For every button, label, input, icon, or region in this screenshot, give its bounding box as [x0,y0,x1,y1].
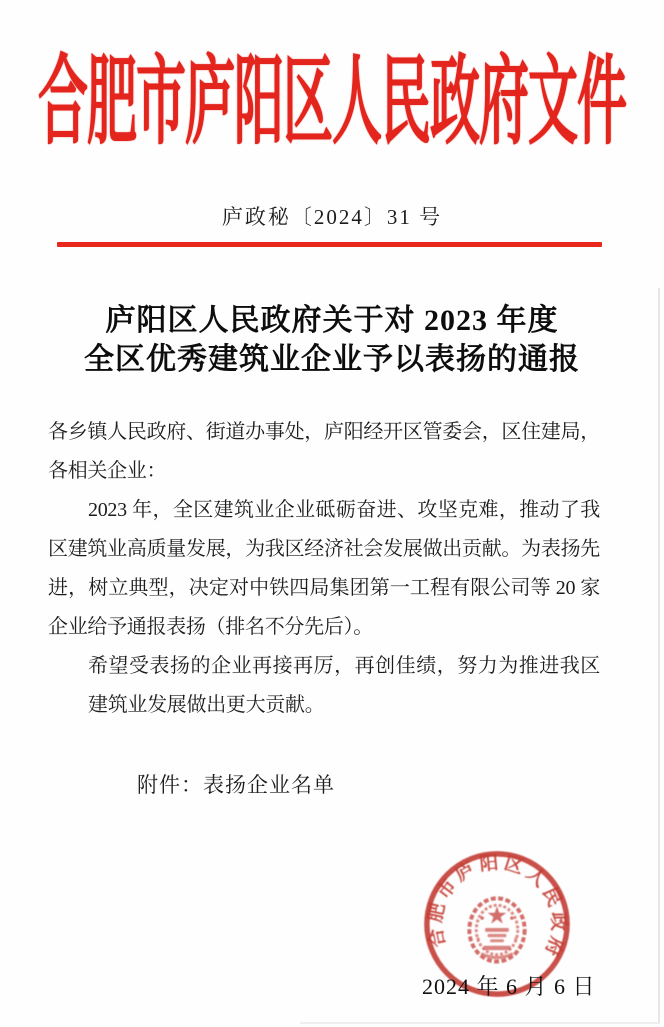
scan-edge-bottom [300,1022,660,1024]
doc-title [0,301,664,379]
letterhead [0,24,664,157]
doc-title-line1: 庐阳区人民政府关于对 2023 年度 [105,304,559,337]
doc-title-line2: 全区优秀建筑业企业予以表扬的通报 [84,343,580,376]
issue-date: 2024 年 6 月 6 日 [422,974,596,999]
red-rule-divider [57,242,602,247]
attachment-note: 附件：表扬企业名单 [137,773,335,797]
letterhead-title: 合肥市庐阳区人民政府文件 [38,47,626,157]
scan-edge-right [658,288,660,1022]
document-body [48,413,600,725]
body-paragraph-2: 希望受表扬的企业再接再厉，再创佳绩，努力为推进我区建筑业发展做出更大贡献。 [88,655,600,716]
national-emblem-icon [469,898,524,961]
body-paragraph-1: 2023 年，全区建筑业企业砥砺奋进、攻坚克难，推动了我区建筑业高质量发展，为我区经济社会发展做出贡献。为表扬先进，树立典型，决定对中铁四局集团第一工程有限公司等 20 家企业给予通报表扬（排名不分先后）。 [48,499,600,638]
doc-number: 庐政秘〔2024〕31 号 [221,205,443,229]
seal-ring-text: 合肥市庐阳区人民政府 [424,852,569,963]
salutation: 各乡镇人民政府、街道办事处，庐阳经开区管委会，区住建局，各相关企业： [48,421,600,482]
